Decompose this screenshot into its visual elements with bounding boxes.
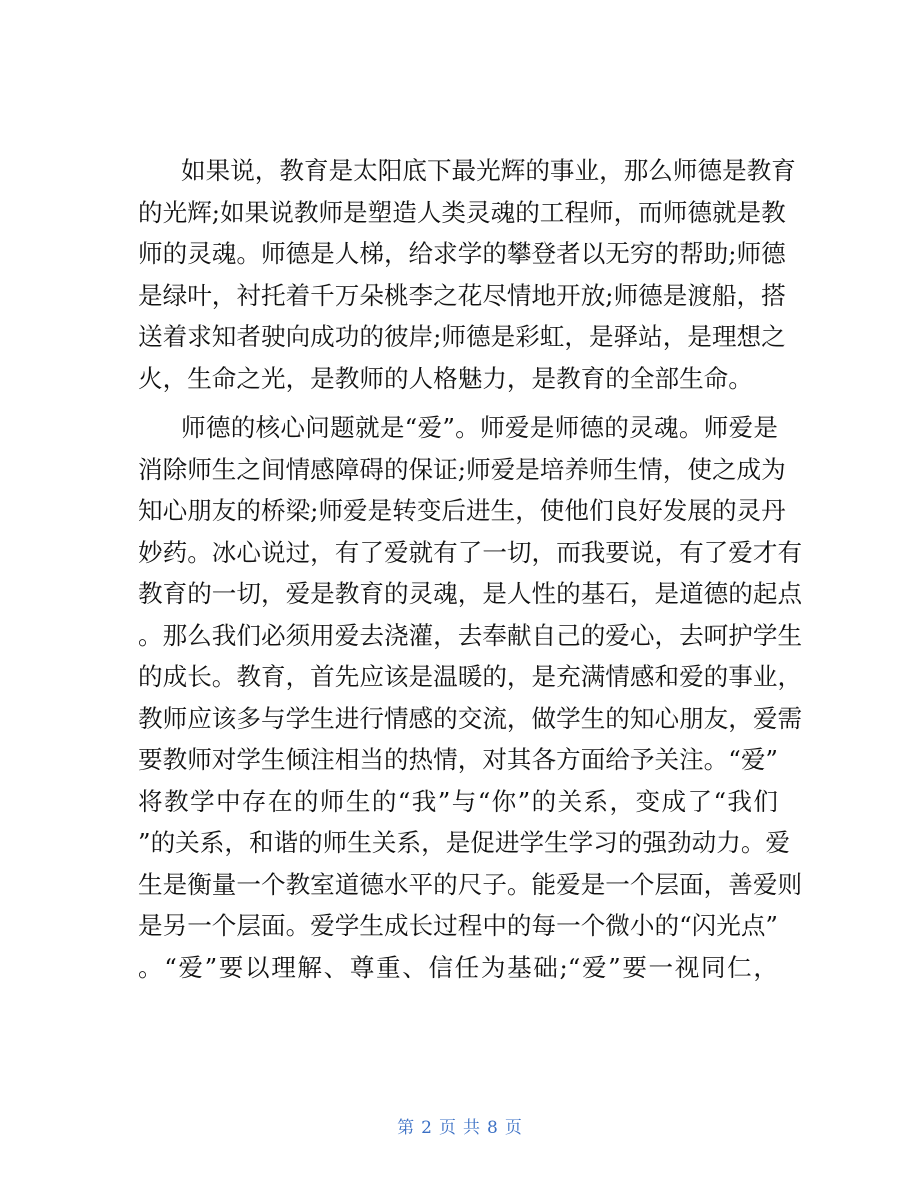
- text-line: 的成长。教育，首先应该是温暖的，是充满情感和爱的事业，: [138, 662, 803, 691]
- footer-total-word: 共: [463, 1118, 481, 1138]
- text-line: ”的关系，和谐的师生关系，是促进学生学习的强劲动力。爱: [138, 828, 791, 857]
- text-line: 知心朋友的桥梁;师爱是转变后进生，使他们良好发展的灵丹: [138, 496, 786, 525]
- text-line: 将教学中存在的师生的“我”与“你”的关系，变成了“我们: [138, 786, 778, 816]
- text-line: 。那么我们必须用爱去浇灌，去奉献自己的爱心，去呵护学生: [138, 620, 803, 650]
- text-line: 的光辉;如果说教师是塑造人类灵魂的工程师，而师德就是教: [138, 197, 786, 227]
- text-line: 是另一个层面。爱学生成长过程中的每一个微小的“闪光点”: [138, 911, 778, 940]
- footer-suffix: 页: [504, 1118, 523, 1138]
- text-line: 如果说，教育是太阳底下最光辉的事业，那么师德是教育: [181, 156, 796, 185]
- text-line: 师的灵魂。师德是人梯，给求学的攀登者以无穷的帮助;师德: [138, 239, 786, 268]
- footer-page-number: 2: [421, 1118, 433, 1138]
- page-footer: [0, 1113, 920, 1138]
- text-line: 是绿叶，衬托着千万朵桃李之花尽情地开放;师德是渡船，搭: [138, 280, 786, 310]
- text-line: 妙药。冰心说过，有了爱就有了一切，而我要说，有了爱才有: [138, 537, 803, 567]
- text-line: 送着求知者驶向成功的彼岸;师德是彩虹，是驿站，是理想之: [138, 322, 786, 351]
- text-line: 要教师对学生倾注相当的热情，对其各方面给予关注。“爱”: [138, 745, 778, 774]
- text-line: 教师应该多与学生进行情感的交流，做学生的知心朋友，爱需: [138, 703, 803, 733]
- text-line: 生是衡量一个教室道德水平的尺子。能爱是一个层面，善爱则: [138, 869, 803, 899]
- document-body: [138, 150, 803, 988]
- footer-total-pages: 8: [487, 1118, 499, 1138]
- paragraph-gap: [138, 399, 778, 407]
- paragraph-2: [138, 407, 803, 988]
- text-line: 。“爱”要以理解、尊重、信任为基础;“爱”要一视同仁，: [138, 952, 778, 982]
- text-line: 火，生命之光，是教师的人格魅力，是教育的全部生命。: [138, 363, 753, 393]
- footer-prefix: 第: [397, 1118, 416, 1138]
- text-line: 消除师生之间情感障碍的保证;师爱是培养师生情，使之成为: [138, 454, 786, 484]
- paragraph-1: [138, 150, 796, 399]
- footer-page-word: 页: [439, 1118, 457, 1138]
- text-line: 师德的核心问题就是“爱”。师爱是师德的灵魂。师爱是: [181, 413, 778, 442]
- text-line: 教育的一切，爱是教育的灵魂，是人性的基石，是道德的起点: [138, 579, 803, 608]
